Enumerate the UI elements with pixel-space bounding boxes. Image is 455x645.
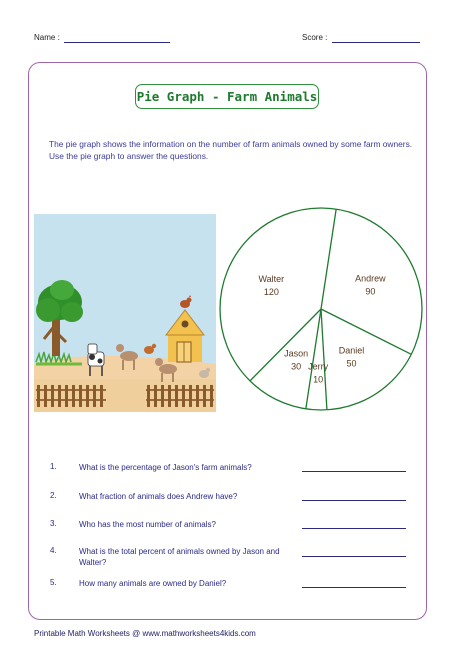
pie-slice-value: 50 [346, 358, 357, 369]
question-text: What is the total percent of animals owned by Jason and Walter? [79, 547, 280, 567]
answer-line[interactable] [302, 528, 406, 529]
answer-line[interactable] [302, 556, 406, 557]
footer-text: Printable Math Worksheets @ www.mathworksheets4kids.com [34, 629, 256, 638]
answer-line[interactable] [302, 587, 406, 588]
question-number: 1. [50, 462, 57, 471]
farm-illustration [34, 214, 216, 412]
question-text: What fraction of animals does Andrew have? [79, 492, 238, 501]
pie-slice-label: Walter [258, 274, 285, 285]
pie-slice-label: Jason [284, 348, 309, 359]
answer-line[interactable] [302, 471, 406, 472]
name-field[interactable] [64, 42, 170, 43]
intro-text: The pie graph shows the information on the number of farm animals owned by some farm owners. Use the pie graph to answer the questions. [49, 139, 413, 161]
answer-line[interactable] [302, 500, 406, 501]
pie-slice-value: 90 [365, 286, 376, 297]
score-field[interactable] [332, 42, 420, 43]
question-number: 5. [50, 578, 57, 587]
pie-slice-value: 30 [291, 361, 302, 372]
pie-chart [218, 206, 424, 412]
worksheet-title: Pie Graph - Farm Animals [135, 84, 319, 109]
question-number: 3. [50, 519, 57, 528]
question-text: Who has the most number of animals? [79, 520, 216, 529]
score-label: Score : [302, 33, 328, 42]
pie-slice-label: Andrew [355, 273, 386, 284]
pie-slice-label: Daniel [338, 345, 365, 356]
pie-slice-value: 120 [263, 287, 279, 298]
question-text: What is the percentage of Jason's farm animals? [79, 463, 252, 472]
pie-slice-label: Jerry [308, 361, 329, 372]
question-number: 2. [50, 491, 57, 500]
pie-slice-value: 10 [313, 374, 324, 385]
question-text: How many animals are owned by Daniel? [79, 579, 227, 588]
name-label: Name : [34, 33, 60, 42]
question-number: 4. [50, 546, 57, 555]
